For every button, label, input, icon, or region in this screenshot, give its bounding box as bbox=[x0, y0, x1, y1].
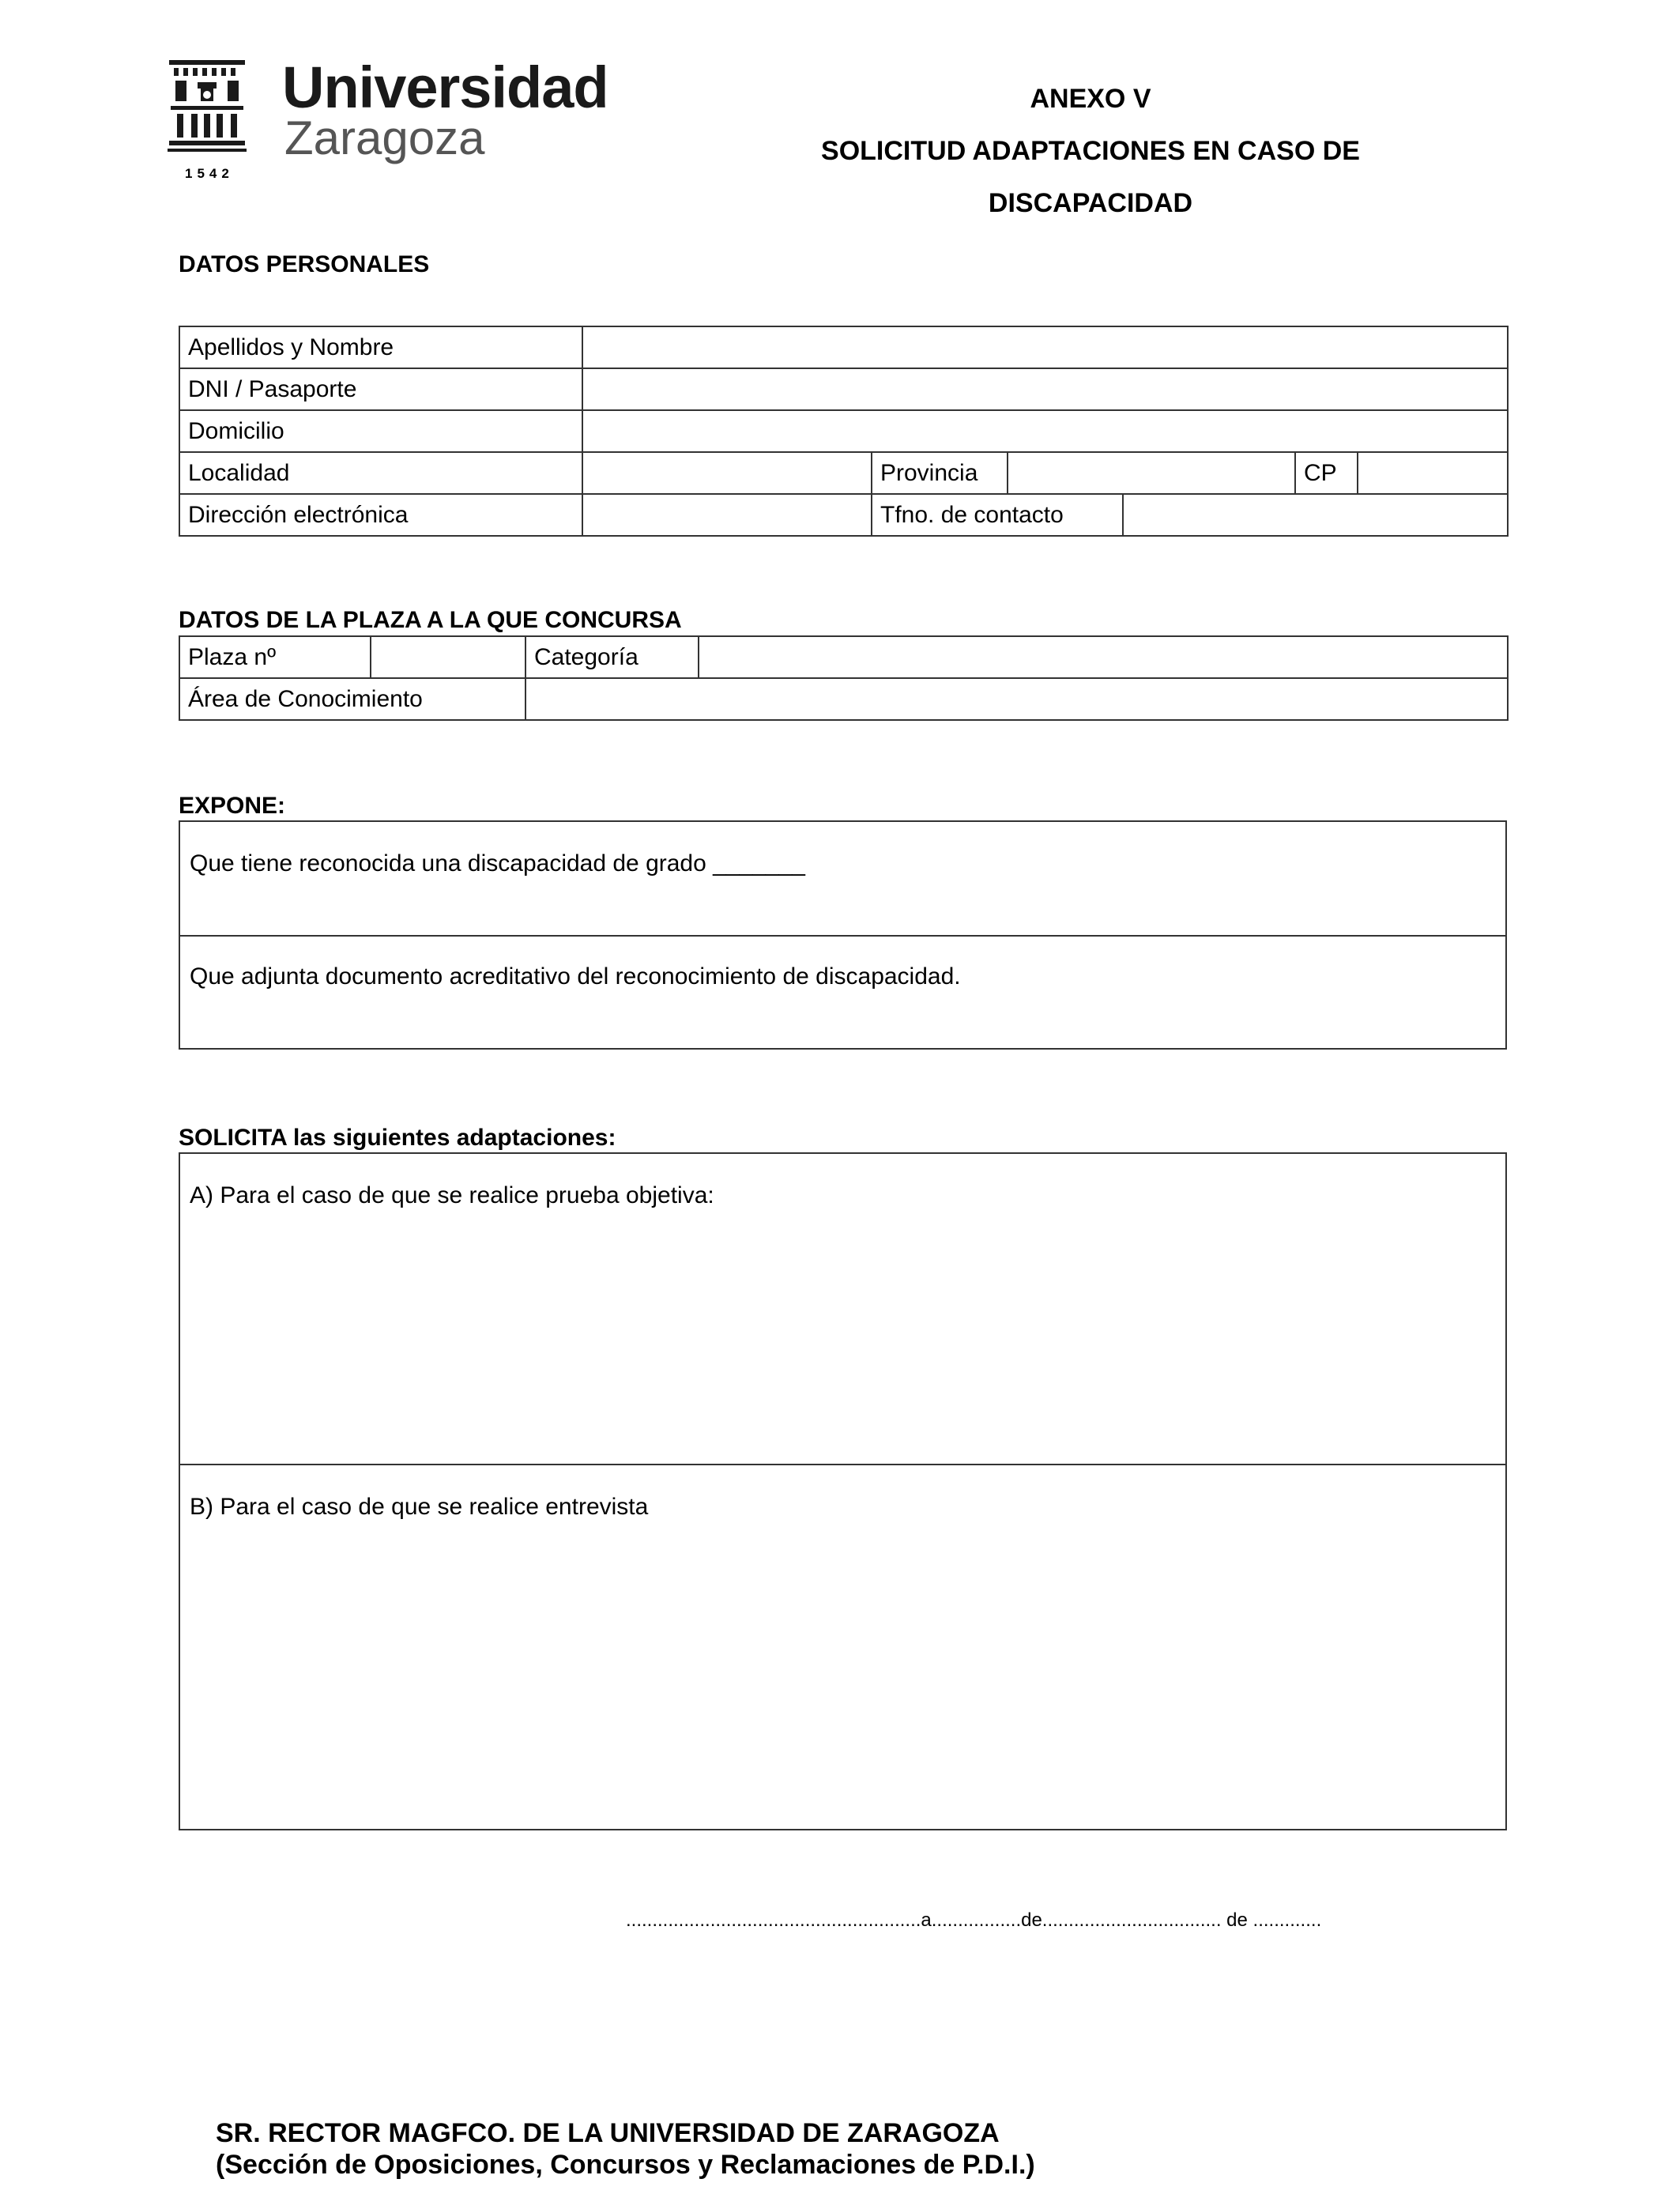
logo-year-text: 1542 bbox=[185, 166, 234, 181]
university-logo bbox=[168, 55, 608, 185]
adaptation-option-b[interactable] bbox=[180, 1465, 1505, 1830]
phone-label: Tfno. de contacto bbox=[872, 494, 1123, 536]
adaptation-option-a[interactable] bbox=[180, 1154, 1505, 1465]
table-row bbox=[179, 636, 1508, 678]
category-field[interactable] bbox=[699, 636, 1508, 678]
dni-field[interactable] bbox=[582, 368, 1508, 410]
category-label: Categoría bbox=[525, 636, 699, 678]
place-date-line[interactable]: ........................................................a.................de.................................. de ............. bbox=[626, 1909, 1322, 1931]
form-title-line1: SOLICITUD ADAPTACIONES EN CASO DE bbox=[821, 136, 1360, 166]
area-field[interactable] bbox=[525, 678, 1508, 720]
plaza-label: Plaza nº bbox=[179, 636, 371, 678]
name-label: Apellidos y Nombre bbox=[179, 326, 582, 368]
cp-field[interactable] bbox=[1358, 452, 1508, 494]
expone-box bbox=[179, 820, 1507, 1050]
plaza-field[interactable] bbox=[371, 636, 525, 678]
table-row bbox=[179, 452, 1508, 494]
solicita-box bbox=[179, 1152, 1507, 1830]
addressee-line2: (Sección de Oposiciones, Concursos y Reclamaciones de P.D.I.) bbox=[216, 2150, 1035, 2180]
table-row bbox=[179, 494, 1508, 536]
expone-item bbox=[180, 937, 1505, 1050]
province-label: Provincia bbox=[872, 452, 1008, 494]
address-label: Domicilio bbox=[179, 410, 582, 452]
option-a-label: A) Para el caso de que se realice prueba objetiva: bbox=[190, 1182, 714, 1208]
dni-label: DNI / Pasaporte bbox=[179, 368, 582, 410]
logo-university-text: Universidad bbox=[282, 55, 608, 120]
personal-data-table bbox=[179, 326, 1509, 537]
area-label: Área de Conocimiento bbox=[179, 678, 525, 720]
form-title-line2: DISCAPACIDAD bbox=[988, 188, 1193, 218]
logo-city-text: Zaragoza bbox=[284, 111, 485, 164]
province-field[interactable] bbox=[1008, 452, 1295, 494]
addressee-line1: SR. RECTOR MAGFCO. DE LA UNIVERSIDAD DE ZARAGOZA bbox=[216, 2118, 1000, 2148]
expone-heading: EXPONE: bbox=[179, 793, 286, 819]
locality-label: Localidad bbox=[179, 452, 582, 494]
option-b-label: B) Para el caso de que se realice entrevista bbox=[190, 1494, 649, 1520]
attached-document-statement: Que adjunta documento acreditativo del reconocimiento de discapacidad. bbox=[190, 963, 961, 990]
expone-item bbox=[180, 822, 1505, 937]
table-row bbox=[179, 326, 1508, 368]
email-field[interactable] bbox=[582, 494, 872, 536]
table-row bbox=[179, 410, 1508, 452]
email-label: Dirección electrónica bbox=[179, 494, 582, 536]
disability-degree-statement: Que tiene reconocida una discapacidad de grado _______ bbox=[190, 850, 805, 876]
locality-field[interactable] bbox=[582, 452, 872, 494]
name-field[interactable] bbox=[582, 326, 1508, 368]
solicita-heading: SOLICITA las siguientes adaptaciones: bbox=[179, 1125, 616, 1151]
address-field[interactable] bbox=[582, 410, 1508, 452]
annex-label: ANEXO V bbox=[1030, 84, 1151, 114]
phone-field[interactable] bbox=[1123, 494, 1508, 536]
position-data-heading: DATOS DE LA PLAZA A LA QUE CONCURSA bbox=[179, 607, 682, 633]
personal-data-heading: DATOS PERSONALES bbox=[179, 251, 430, 277]
position-data-table bbox=[179, 635, 1509, 721]
table-row bbox=[179, 368, 1508, 410]
cp-label: CP bbox=[1295, 452, 1358, 494]
table-row bbox=[179, 678, 1508, 720]
